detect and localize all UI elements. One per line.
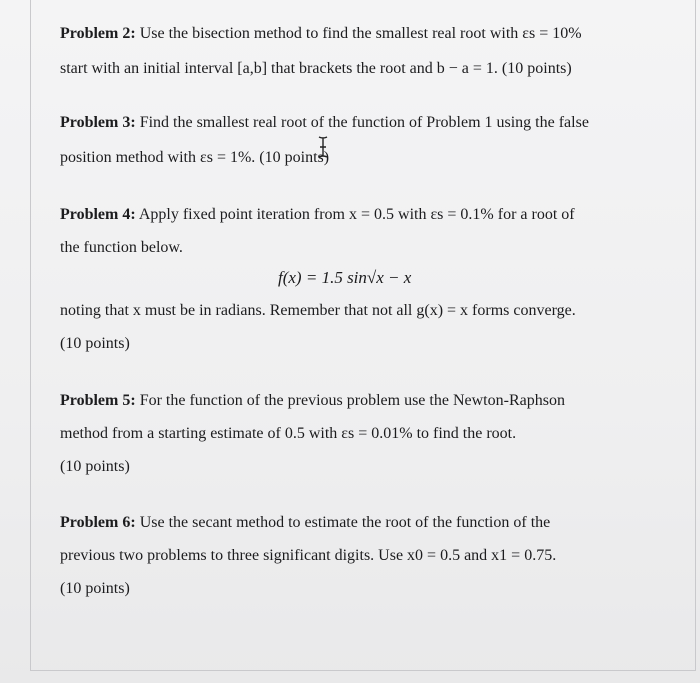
problem-text: noting that x must be in radians. Remember that not all g(x) = x forms converge.: [60, 302, 576, 319]
problem-text: start with an initial interval [a,b] that brackets the root and b − a = 1. (10 points): [60, 60, 572, 77]
problem-text: Find the smallest real root of the function of Problem 1 using the false: [139, 114, 589, 131]
text-cursor-icon: [317, 136, 329, 158]
formula: f(x) = 1.5 sin√x − x: [278, 268, 412, 287]
problem-text: Use the secant method to estimate the root of the function of the: [139, 514, 551, 531]
points-label: (10 points): [60, 458, 130, 475]
problem-title: Problem 3:: [60, 114, 136, 131]
problem-text: position method with εs = 1%. (10 points): [60, 149, 330, 166]
problem-6: [60, 513, 660, 599]
problem-5: [60, 391, 660, 477]
problem-text: Apply fixed point iteration from x = 0.5 with εs = 0.1% for a root of: [138, 206, 575, 223]
problem-text: Use the bisection method to find the smallest real root with εs = 10%: [139, 25, 582, 42]
problem-text: previous two problems to three significant digits. Use x0 = 0.5 and x1 = 0.75.: [60, 547, 557, 564]
points-label: (10 points): [60, 335, 130, 352]
problem-3: [60, 113, 660, 168]
problem-4-continued: [60, 301, 660, 354]
problem-2: [60, 24, 660, 79]
problem-title: Problem 6:: [60, 514, 136, 531]
problem-text: the function below.: [60, 239, 183, 256]
problem-4: [60, 205, 660, 258]
problem-title: Problem 4:: [60, 206, 136, 223]
problem-title: Problem 5:: [60, 392, 136, 409]
points-label: (10 points): [60, 580, 130, 597]
problem-text: For the function of the previous problem use the Newton-Raphson: [139, 392, 565, 409]
problem-text: method from a starting estimate of 0.5 with εs = 0.01% to find the root.: [60, 425, 517, 442]
problem-title: Problem 2:: [60, 25, 136, 42]
